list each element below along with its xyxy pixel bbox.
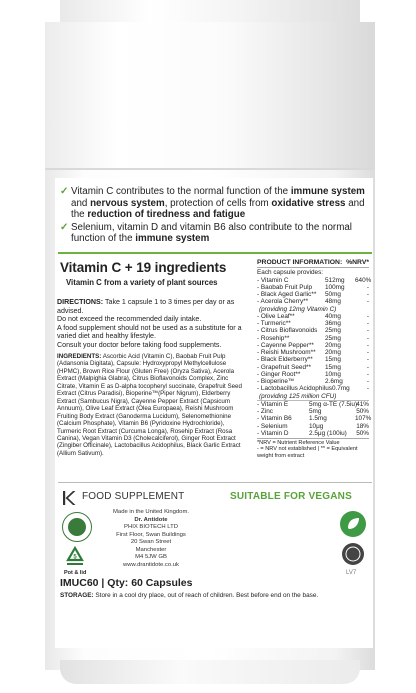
brand-name: Dr. Antidote bbox=[134, 516, 168, 523]
benefit-claims bbox=[60, 186, 370, 246]
nutrient-nrv: 41% bbox=[356, 400, 369, 408]
table-footnote bbox=[257, 438, 369, 459]
nutrient-nrv: 640% bbox=[355, 276, 372, 284]
nutrient-nrv: - bbox=[366, 312, 369, 320]
nutrient-amount: 10mg bbox=[325, 370, 341, 378]
claim-text: , protection of cells from bbox=[164, 197, 272, 209]
nutrient-name: - Ginger Root** bbox=[257, 370, 301, 378]
table-title: PRODUCT INFORMATION: bbox=[257, 259, 343, 266]
nutrient-nrv: - bbox=[366, 334, 369, 342]
benefit-claim bbox=[60, 186, 370, 221]
nutrient-row bbox=[257, 298, 369, 305]
nutrient-name: - Rosehip** bbox=[257, 334, 290, 342]
nutrient-row bbox=[257, 327, 369, 334]
nutrient-amount: 2.6mg bbox=[325, 378, 343, 385]
nutrient-nrv: - bbox=[366, 291, 369, 298]
nutrient-name: - Baobab Fruit Pulp bbox=[257, 283, 313, 291]
product-code: IMUC60 | Qty: 60 Capsules bbox=[60, 577, 193, 589]
nutrient-name: - Cayenne Pepper** bbox=[257, 341, 314, 349]
nutrient-name: - Citrus Bioflavonoids bbox=[257, 327, 318, 335]
nutrient-row bbox=[257, 415, 372, 423]
nutrient-row bbox=[257, 423, 369, 430]
claim-emphasis: oxidative stress bbox=[271, 197, 346, 209]
product-information-table bbox=[257, 259, 372, 459]
nutrient-nrv: - bbox=[366, 356, 369, 364]
nutrient-row bbox=[257, 276, 372, 284]
nutrient-row bbox=[257, 371, 369, 378]
nutrient-amount: 50mg bbox=[325, 291, 341, 298]
nutrient-amount: 1.5mg bbox=[309, 415, 327, 423]
divider bbox=[58, 252, 372, 254]
nutrient-nrv: - bbox=[366, 298, 369, 306]
nutrient-amount: 2.5μg (100iu) bbox=[309, 429, 347, 437]
nutrient-nrv: - bbox=[366, 385, 369, 393]
nutrient-row bbox=[257, 313, 369, 320]
nutrient-row bbox=[257, 400, 369, 408]
nutrient-note: (providing 125 million CFU) bbox=[259, 392, 337, 400]
claim-text: Vitamin C contributes to the normal function of the bbox=[71, 186, 291, 197]
bottle-shoulder bbox=[45, 22, 375, 172]
nutrient-name: - Reishi Mushroom** bbox=[257, 349, 316, 356]
nutrient-nrv: 18% bbox=[356, 422, 369, 430]
badge-code: LV7 bbox=[346, 570, 357, 576]
nutrient-name: - Grapefruit Seed** bbox=[257, 363, 311, 371]
directions-warning: Do not exceed the recommended daily intake. bbox=[57, 315, 202, 324]
check-icon: ✓ bbox=[60, 221, 69, 233]
footnote-extract: - = NRV not established | ** = Equivalent weight from extract bbox=[257, 446, 358, 459]
nutrient-name: - Bioperine™ bbox=[257, 378, 295, 385]
nutrient-row bbox=[257, 291, 369, 298]
food-supplement-label: FOOD SUPPLEMENT bbox=[82, 491, 185, 502]
nutrient-amount: 40mg bbox=[325, 312, 341, 320]
table-rows bbox=[257, 276, 372, 438]
nutrient-row bbox=[257, 408, 369, 415]
nutrient-amount: 5mg bbox=[309, 408, 322, 415]
nutrient-nrv: - bbox=[366, 320, 369, 327]
nutrient-nrv: - bbox=[366, 349, 369, 356]
product-heading: Vitamin C + 19 ingredients bbox=[60, 260, 227, 275]
nutrient-amount: 512mg bbox=[325, 276, 345, 284]
directions-text: Take 1 capsule 1 to 3 times per day or as advised. bbox=[57, 298, 235, 315]
halal-seal-icon bbox=[62, 512, 92, 542]
nutrient-nrv: 50% bbox=[356, 429, 369, 437]
claim-emphasis: nervous system bbox=[90, 197, 165, 209]
nutrient-row bbox=[257, 430, 369, 437]
nutrient-amount: 15mg bbox=[325, 363, 341, 371]
footnote-nrv: *NRV = Nutrient Reference Value bbox=[257, 440, 340, 446]
claim-emphasis: immune system bbox=[135, 233, 210, 245]
nrv-header: %NRV* bbox=[346, 259, 369, 266]
svg-text:5: 5 bbox=[73, 554, 77, 561]
check-icon: ✓ bbox=[60, 186, 69, 197]
nutrient-amount: 100mg bbox=[325, 283, 345, 291]
nutrient-name: - Black Elderberry** bbox=[257, 356, 313, 364]
benefit-claim bbox=[60, 222, 370, 245]
nutrient-amount: 0.7mg bbox=[331, 385, 350, 393]
nutrient-row bbox=[257, 284, 369, 291]
vegan-leaf-icon bbox=[340, 511, 366, 537]
company-name: PHIX BIOTECH LTD bbox=[124, 524, 178, 530]
nutrient-name: - Turmeric** bbox=[257, 320, 291, 327]
directions-section bbox=[57, 298, 247, 350]
gmp-seal-icon bbox=[342, 543, 364, 565]
divider bbox=[58, 482, 372, 483]
brand-logo-icon bbox=[62, 490, 76, 506]
directions-label: DIRECTIONS: bbox=[57, 298, 104, 306]
nutrient-nrv: 50% bbox=[356, 408, 369, 415]
nutrient-name: - Black Aged Garlic** bbox=[257, 291, 317, 298]
nutrient-name: - Vitamin B6 bbox=[257, 415, 292, 423]
claim-emphasis: immune system bbox=[290, 186, 365, 197]
nutrient-row bbox=[257, 335, 369, 342]
nutrient-nrv: 107% bbox=[355, 415, 372, 423]
nutrient-row bbox=[257, 364, 369, 371]
bottle-base bbox=[60, 660, 360, 684]
pot-lid-label: Pot & lid bbox=[64, 570, 87, 576]
nutrient-note: (providing 12mg Vitamin C) bbox=[259, 305, 337, 313]
ingredients-label: INGREDIENTS: bbox=[57, 353, 102, 360]
nutrient-amount: 20mg bbox=[325, 341, 341, 349]
product-subheading: Vitamin C from a variety of plant sources bbox=[66, 278, 218, 287]
vegan-label: SUITABLE FOR VEGANS bbox=[230, 491, 352, 502]
nutrient-name: - Vitamin E bbox=[257, 400, 289, 408]
manufacturer-address bbox=[96, 509, 206, 569]
nutrient-row bbox=[257, 320, 369, 327]
ingredients-text: Ascorbic Acid (Vitamin C), Baobab Fruit Pulp (Adansonia Digitata), Capsule: Hydroxypropyl Methylcellulose (HPMC), Brown Rice Flour (Gluten Free) (Oryza Sativa), Acerola Extract (Malpighia Glabra), Citrus Bioflavonoids Complex, Zinc Citrate, Vitamin E as D-alpha tocopheryl succinate, Grapefruit Seed Extract (Citrus Paradisi), Bioperine™(Piper Nigrum), Elderberry Extract (Sambucus Nigra), Cayenne Pepper Extract (Capsicum Annuum), Olive Leaf Extract (Olea Europaea), Reishi Mushroom Fruiting Body Extract (Ganoderma Lucidum), Selenomethionine (Calcium Phosphate), Vitamin B6 (Pyridoxine Hydrochloride), Turmeric Root Extract (Curcuma Longa), Rosehip Extract (Rosa Canina), Vegan Vitamin D3 (Cholecalciferol), Ginger Root Extract (Zingiber Officinale), Lactobacillus Acidophilus, Black Garlic Extract (Allium Sativum). bbox=[57, 353, 242, 457]
nutrient-amount: 25mg bbox=[325, 334, 341, 342]
nutrient-amount: 5mg α-TE (7.5iu) bbox=[309, 400, 358, 408]
nutrient-amount: 25mg bbox=[325, 327, 341, 335]
claim-text: Selenium, vitamin D and vitamin B6 also contribute to the normal function of the bbox=[71, 221, 352, 245]
storage-text: Store in a cool dry place, out of reach of children. Best before end on the base. bbox=[93, 592, 319, 599]
nutrient-name: - Zinc bbox=[257, 408, 273, 415]
nutrient-row bbox=[257, 378, 369, 385]
nutrient-name: - Vitamin D bbox=[257, 429, 289, 437]
nutrient-name: - Selenium bbox=[257, 422, 288, 430]
nutrient-nrv: - bbox=[366, 370, 369, 378]
table-subtitle: Each capsule provides: bbox=[257, 269, 324, 277]
nutrient-amount: 15mg bbox=[325, 356, 341, 364]
nutrient-amount: 20mg bbox=[325, 349, 341, 356]
recycle-icon bbox=[62, 545, 88, 571]
nutrient-row bbox=[257, 342, 369, 349]
website-text: www.drantidote.co.uk bbox=[123, 561, 179, 568]
nutrient-nrv: - bbox=[366, 378, 369, 385]
storage-instructions bbox=[60, 592, 372, 600]
nutrient-name: - Olive Leaf** bbox=[257, 312, 295, 320]
nutrient-row bbox=[257, 349, 369, 356]
ingredients-section bbox=[57, 353, 249, 457]
claim-text: and the bbox=[71, 197, 365, 221]
nutrient-amount: 48mg bbox=[325, 298, 341, 306]
storage-label: STORAGE: bbox=[60, 592, 94, 599]
nutrient-nrv: - bbox=[366, 327, 369, 335]
address-postcode: M4 5JW GB bbox=[135, 554, 167, 560]
nutrient-row bbox=[257, 385, 369, 392]
nutrient-nrv: - bbox=[366, 341, 369, 349]
nutrient-nrv: - bbox=[366, 363, 369, 371]
nutrient-amount: 10μg bbox=[309, 422, 324, 430]
nutrient-name: - Lactobacillus Acidophilus bbox=[257, 385, 332, 393]
address-city: Manchester bbox=[135, 546, 167, 553]
nutrient-name: - Acerola Cherry** bbox=[257, 298, 309, 306]
directions-consult: Consult your doctor before taking food supplements. bbox=[57, 340, 222, 349]
directions-advice: A food supplement should not be used as a substitute for a varied diet and healthy lifestyle. bbox=[57, 323, 242, 341]
bottle-cap bbox=[60, 0, 360, 23]
nutrient-amount: 36mg bbox=[325, 320, 341, 327]
nutrient-name: - Vitamin C bbox=[257, 276, 289, 284]
claim-emphasis: reduction of tiredness and fatigue bbox=[87, 209, 246, 221]
claim-text: and bbox=[71, 197, 91, 209]
address-line: 20 Swan Street bbox=[130, 539, 172, 545]
nutrient-nrv: - bbox=[366, 283, 369, 291]
address-line: First Floor, Swan Buildings bbox=[116, 531, 186, 538]
nutrient-row bbox=[257, 356, 369, 363]
origin-text: Made in the United Kingdom. bbox=[113, 509, 189, 515]
